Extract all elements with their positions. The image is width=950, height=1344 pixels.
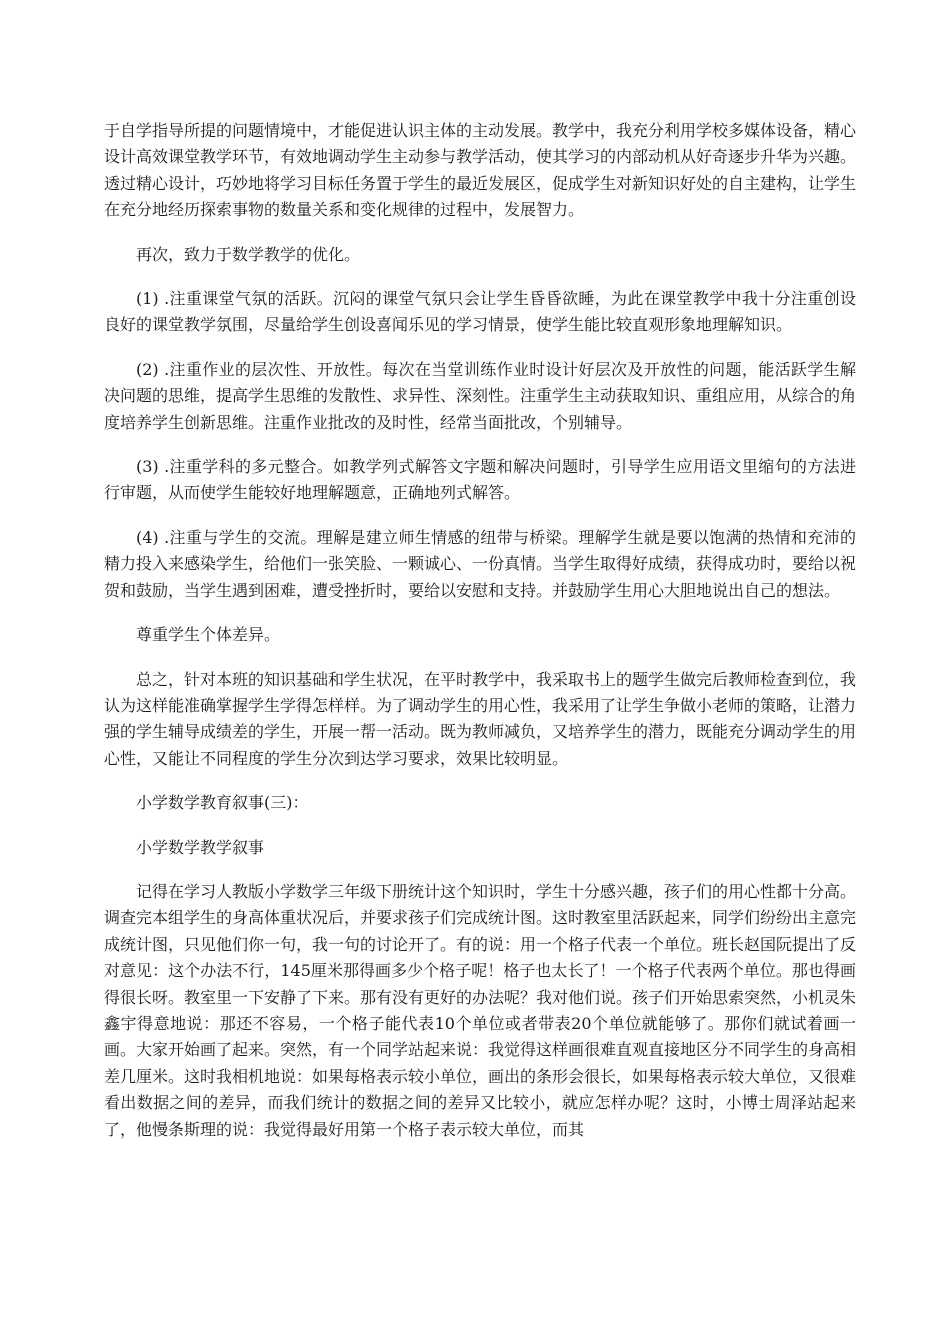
paragraph-point-4: (4) .注重与学生的交流。理解是建立师生情感的纽带与桥梁。理解学生就是要以饱满的热情和充沛的精力投入来感染学生，给他们一张笑脸、一颗诚心、一份真情。当学生取得好成绩，获得成功时，要给以祝贺和鼓励，当学生遇到困难，遭受挫折时，要给以安慰和支持。并鼓励学生用心大胆地说出自己的想法。: [104, 527, 857, 600]
paragraph-point-2: (2) .注重作业的层次性、开放性。每次在当堂训练作业时设计好层次及开放性的问题，能活跃学生解决问题的思维，提高学生思维的发散性、求异性、深刻性。注重学生主动获取知识、重组应用，从综合的角度培养学生创新思维。注重作业批改的及时性，经常当面批改，个别辅导。: [104, 359, 857, 432]
paragraph-point-1: (1) .注重课堂气氛的活跃。沉闷的课堂气氛只会让学生昏昏欲睡，为此在课堂教学中我十分注重创设良好的课堂教学氛围，尽量给学生创设喜闻乐见的学习情景，使学生能比较直观形象地理解知识。: [104, 289, 856, 335]
document-page: [104, 118, 856, 1161]
paragraph-optimization-heading: 再次，致力于数学教学的优化。: [136, 244, 361, 264]
paragraph-point-3: (3) .注重学科的多元整合。如教学列式解答文字题和解决问题时，引导学生应用语文里缩句的方法进行审题，从而使学生能较好地理解题意，正确地列式解答。: [104, 457, 856, 503]
section-subtitle: 小学数学教学叙事: [136, 837, 265, 857]
section-title: 小学数学教育叙事(三)：: [136, 793, 309, 813]
paragraph-summary: 总之，针对本班的知识基础和学生状况，在平时教学中，我采取书上的题学生做完后教师检查到位，我认为这样能准确掌握学生学得怎样样。为了调动学生的用心性，我采用了让学生争做小老师的策略，让潜力强的学生辅导成绩差的学生，开展一帮一活动。既为教师减负，又培养学生的潜力，既能充分调动学生的用心性，又能让不同程度的学生分次到达学习要求，效果比较明显。: [104, 669, 857, 768]
paragraph-respect-differences: 尊重学生个体差异。: [136, 625, 281, 645]
paragraph-continuation: 于自学指导所提的问题情境中，才能促进认识主体的主动发展。教学中，我充分利用学校多媒体设备，精心设计高效课堂教学环节，有效地调动学生主动参与教学活动，使其学习的内部动机从好奇逐步升华为兴趣。透过精心设计，巧妙地将学习目标任务置于学生的最近发展区，促成学生对新知识好处的自主建构，让学生在充分地经历探索事物的数量关系和变化规律的过程中，发展智力。: [104, 121, 857, 220]
paragraph-narrative: 记得在学习人教版小学数学三年级下册统计这个知识时，学生十分感兴趣，孩子们的用心性都十分高。调查完本组学生的身高体重状况后，并要求孩子们完成统计图。这时教室里活跃起来，同学们纷纷出主意完成统计图，只见他们你一句，我一句的讨论开了。有的说：用一个格子代表一个单位。班长赵国阮提出了反对意见：这个办法不行，145厘米那得画多少个格子呢！格子也太长了！一个格子代表两个单位。那也得画得很长呀。教室里一下安静了下来。那有没有更好的办法呢？我对他们说。孩子们开始思索突然，小机灵朱鑫宇得意地说：那还不容易，一个格子能代表10个单位或者带表20个单位就能够了。那你们就试着画一画。大家开始画了起来。突然，有一个同学站起来说：我觉得这样画很难直观直接地区分不同学生的身高相差几厘米。这时我相机地说：如果每格表示较小单位，画出的条形会很长，如果每格表示较大单位，又很难看出数据之间的差异，而我们统计的数据之间的差异又比较小，就应怎样办呢？这时，小博士周泽站起来了，他慢条斯理的说：我觉得最好用第一个格子表示较大单位，而其: [104, 881, 857, 1139]
